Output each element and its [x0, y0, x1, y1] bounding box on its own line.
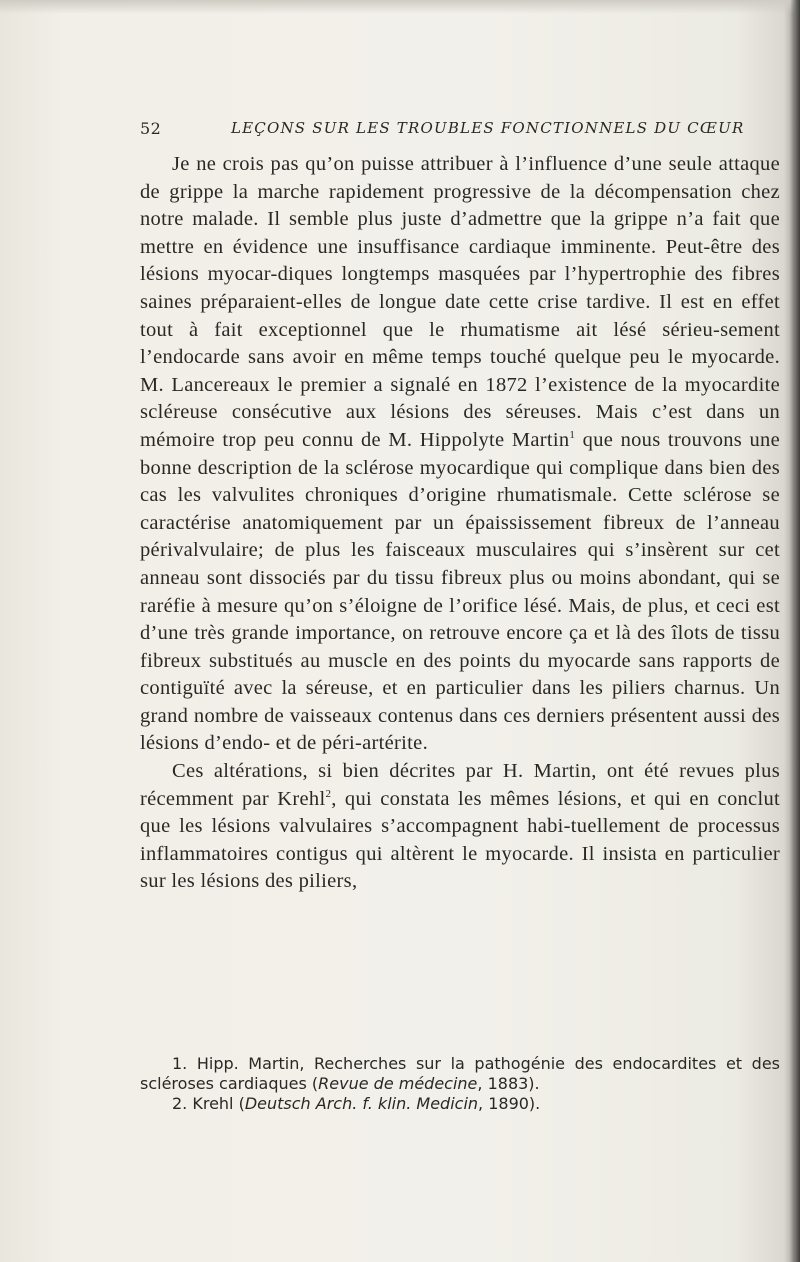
footnote-1	[140, 1054, 780, 1094]
footnote-ref-1: 1	[569, 429, 576, 442]
footnote-2	[140, 1094, 780, 1114]
running-title: LEÇONS SUR LES TROUBLES FONCTIONNELS DU CŒUR	[231, 119, 745, 137]
paragraph-1-text-b: que nous trouvons une bonne description de la sclérose myocardique qui complique dans bien des cas les valvulites chroniques d’origine rhumatismale. Cette sclérose se caractérise anatomiquement par un épaississement fibreux de l’anneau périvalvulaire; de plus les faisceaux musculaires qui s’insèrent sur cet anneau sont dissociés par du tissu fibreux plus ou moins abondant, qui se raréfie à mesure qu’on s’éloigne de l’orifice lésé. Mais, de plus, et ceci est d’une très grande importance, on retrouve encore ça et là des îlots de tissu fibreux substitués au muscle en des points du myocarde sans rapports de contiguïté avec la séreuse, et en particulier dans les piliers charnus. Un grand nombre de vaisseaux contenus dans ces derniers présentent aussi des lésions d’endo- et de péri-artérite.	[140, 428, 780, 755]
page-header	[140, 119, 780, 141]
page-top-shadow	[0, 0, 800, 14]
footnote-1-tail: , 1883).	[477, 1074, 540, 1093]
paragraph-2	[140, 758, 780, 896]
footnote-2-lead: 2. Krehl (	[172, 1094, 245, 1113]
paragraph-1	[140, 151, 780, 758]
footnote-2-tail: , 1890).	[478, 1094, 541, 1113]
paragraph-1-text-a: Je ne crois pas qu’on puisse attribuer à l’influence d’une seule attaque de grippe la marche rapidement progressive de la décompensation chez notre malade. Il semble plus juste d’admettre que la grippe n’a fait que mettre en évidence une insuffisance cardiaque imminente. Peut-être des lésions myocar-diques longtemps masquées par l’hypertrophie des fibres saines préparaient-elles de longue date cette crise tardive. Il est en effet tout à fait exceptionnel que le rhumatisme ait lésé sérieu-sement l’endocarde sans avoir en même temps touché quelque peu le myocarde. M. Lancereaux le premier a signalé en 1872 l’existence de la myocardite scléreuse consécutive aux lésions des séreuses. Mais c’est dans un mémoire trop peu connu de M. Hippolyte Martin	[140, 153, 780, 451]
footnote-1-lead: 1. Hipp. Martin, Recherches sur la pathogénie des endocardites et des scléroses cardiaques (	[140, 1054, 780, 1093]
footnote-1-journal: Revue de médecine	[318, 1074, 478, 1093]
footnote-2-journal: Deutsch Arch. f. klin. Medicin	[244, 1094, 479, 1113]
paragraph-2-text-b: , qui constata les mêmes lésions, et qui en conclut que les lésions valvulaires s’accompagnent habi-tuellement de processus inflammatoires contigus qui altèrent le myocarde. Il insista en particulier sur les lésions des piliers,	[140, 787, 780, 893]
main-text	[140, 151, 780, 896]
page-number: 52	[140, 119, 162, 138]
paragraph-2-text-a: Ces altérations, si bien décrites par H. Martin, ont été revues plus récemment par Krehl	[140, 760, 780, 810]
footnote-ref-2: 2	[325, 787, 332, 800]
footnotes	[140, 1054, 780, 1114]
page-binding-edge	[790, 0, 800, 1262]
